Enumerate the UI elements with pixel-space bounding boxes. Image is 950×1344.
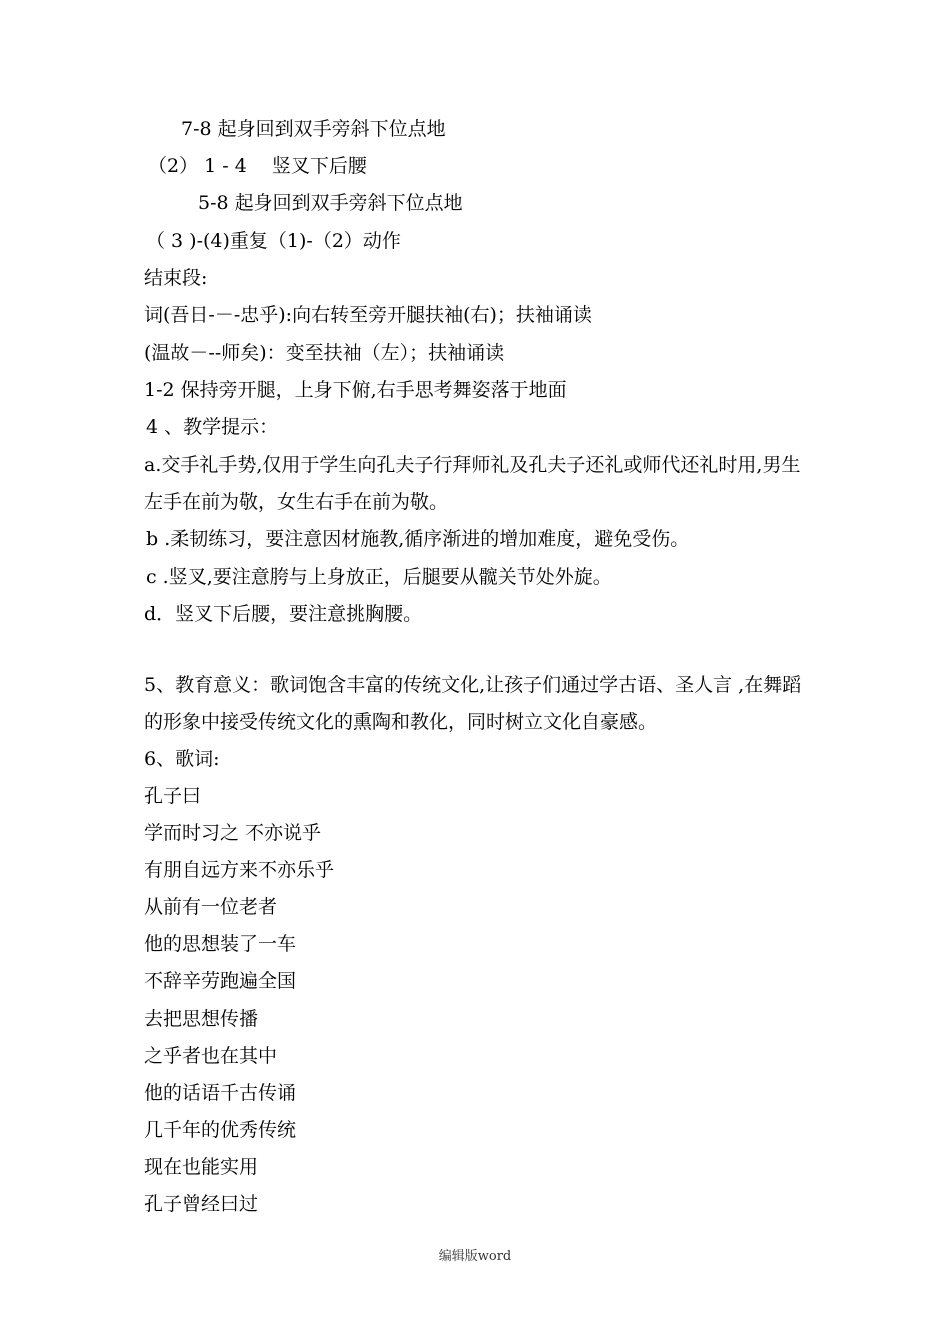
text-line: 左手在前为敬，女生右手在前为敬。 xyxy=(144,491,449,513)
section-heading: 结束段: xyxy=(144,267,208,289)
section-heading: 5、教育意义：歌词饱含丰富的传统文化,让孩子们通过学古语、圣人言 ,在舞蹈 xyxy=(144,674,802,696)
lyric-line: 不辞辛劳跑遍全国 xyxy=(144,970,297,992)
text-line: a.交手礼手势,仅用于学生向孔夫子行拜师礼及孔夫子还礼或师代还礼时用,男生 xyxy=(144,454,801,476)
lyric-line: 他的话语千古传诵 xyxy=(144,1082,297,1104)
text-line: 7-8 起身回到双手旁斜下位点地 xyxy=(181,118,446,140)
lyric-line: 他的思想装了一车 xyxy=(144,933,297,955)
text-line: (温故－--师矣)：变至扶袖（左）；扶袖诵读 xyxy=(144,342,505,364)
text-line: b .柔韧练习，要注意因材施教,循序渐进的增加难度，避免受伤。 xyxy=(146,528,690,550)
lyric-line: 之乎者也在其中 xyxy=(144,1045,278,1067)
text-line: 1-2 保持旁开腿，上身下俯,右手思考舞姿落于地面 xyxy=(144,379,567,401)
section-heading: 4 、教学提示： xyxy=(146,416,279,438)
lyric-line: 孔子曾经曰过 xyxy=(144,1193,259,1215)
lyric-line: 学而时习之 不亦说乎 xyxy=(144,822,322,844)
lyric-line: 孔子曰 xyxy=(144,785,202,807)
lyric-line: 几千年的优秀传统 xyxy=(144,1119,297,1141)
text-line: c .竖叉,要注意胯与上身放正，后腿要从髋关节处外旋。 xyxy=(146,566,612,588)
lyric-line: 去把思想传播 xyxy=(144,1008,259,1030)
text-line: d．竖叉下后腰，要注意挑胸腰。 xyxy=(144,603,423,625)
lyric-line: 有朋自远方来不亦乐乎 xyxy=(144,859,335,881)
text-line: 词(吾日-－-忠乎):向右转至旁开腿扶袖(右)；扶袖诵读 xyxy=(144,304,592,326)
text-line: 5-8 起身回到双手旁斜下位点地 xyxy=(198,192,463,214)
page-footer: 编辑版word xyxy=(438,1249,512,1264)
section-heading: 6、歌词: xyxy=(144,748,220,770)
lyric-line: 从前有一位老者 xyxy=(144,896,278,918)
text-line: （2） 1 - 4 竖叉下后腰 xyxy=(148,155,367,177)
text-line: 的形象中接受传统文化的熏陶和教化，同时树立文化自豪感。 xyxy=(144,711,658,733)
lyric-line: 现在也能实用 xyxy=(144,1156,259,1178)
text-line: （ 3 )-(4)重复（1)-（2）动作 xyxy=(146,230,401,252)
